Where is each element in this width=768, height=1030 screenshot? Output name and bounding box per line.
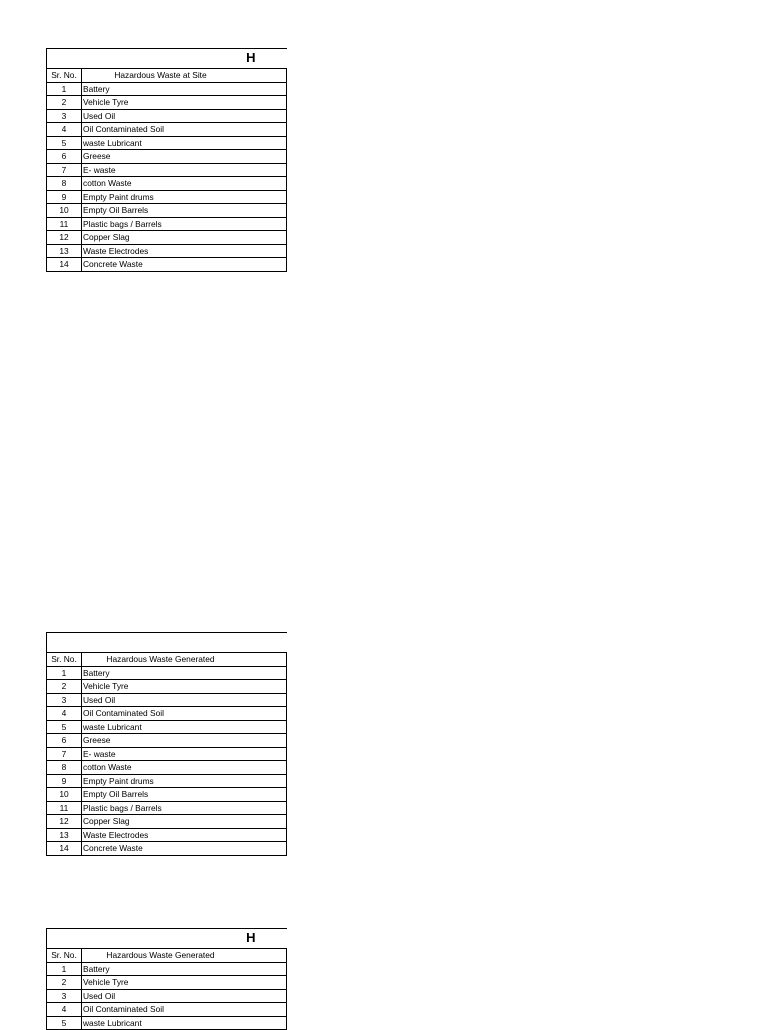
sr-no-cell: 6 <box>47 734 82 748</box>
waste-name-cell: Empty Oil Barrels <box>82 204 287 218</box>
table-row <box>47 163 287 177</box>
waste-name-cell: Waste Electrodes <box>82 244 287 258</box>
waste-name-cell: Oil Contaminated Soil <box>82 707 287 721</box>
waste-name-cell: Used Oil <box>82 693 287 707</box>
table-row <box>47 123 287 137</box>
waste-name-cell: Battery <box>82 82 287 96</box>
sr-no-cell: 3 <box>47 693 82 707</box>
table-body <box>47 929 287 1030</box>
table-title: H <box>246 930 256 946</box>
sr-no-cell: 13 <box>47 244 82 258</box>
table-row <box>47 204 287 218</box>
sr-no-cell: 4 <box>47 707 82 721</box>
table-row <box>47 815 287 829</box>
table-row <box>47 788 287 802</box>
table-row <box>47 842 287 856</box>
sr-no-cell: 10 <box>47 204 82 218</box>
waste-name-cell: Copper Slag <box>82 815 287 829</box>
header-row <box>47 653 287 667</box>
sr-no-cell: 11 <box>47 217 82 231</box>
table-row <box>47 761 287 775</box>
table-row <box>47 680 287 694</box>
header-sr-no: Sr. No. <box>47 949 82 963</box>
waste-name-cell: Concrete Waste <box>82 258 287 272</box>
waste-name-cell: Empty Oil Barrels <box>82 788 287 802</box>
sr-no-cell: 2 <box>47 976 82 990</box>
sr-no-cell: 12 <box>47 231 82 245</box>
sr-no-cell: 1 <box>47 82 82 96</box>
waste-name-cell: Waste Electrodes <box>82 828 287 842</box>
header-sr-no: Sr. No. <box>47 69 82 83</box>
waste-name-cell: Vehicle Tyre <box>82 680 287 694</box>
data-table <box>46 632 287 856</box>
table-row <box>47 1016 287 1030</box>
table-row <box>47 96 287 110</box>
data-table <box>46 48 287 272</box>
table-row <box>47 989 287 1003</box>
table-body <box>47 49 287 272</box>
table-row <box>47 828 287 842</box>
waste-name-cell: Greese <box>82 150 287 164</box>
table-row <box>47 217 287 231</box>
waste-name-cell: Copper Slag <box>82 231 287 245</box>
sr-no-cell: 5 <box>47 1016 82 1030</box>
table-row <box>47 177 287 191</box>
header-waste-name: Hazardous Waste Generated <box>82 653 287 667</box>
sr-no-cell: 8 <box>47 177 82 191</box>
waste-name-cell: Plastic bags / Barrels <box>82 801 287 815</box>
header-sr-no: Sr. No. <box>47 653 82 667</box>
sr-no-cell: 6 <box>47 150 82 164</box>
title-row <box>47 633 287 653</box>
table-row <box>47 707 287 721</box>
waste-name-cell: Battery <box>82 666 287 680</box>
table-title: H <box>246 50 256 66</box>
waste-table-generated <box>46 632 238 856</box>
table-row <box>47 244 287 258</box>
table-row <box>47 747 287 761</box>
sr-no-cell: 3 <box>47 989 82 1003</box>
waste-name-cell: waste Lubricant <box>82 136 287 150</box>
waste-name-cell: E- waste <box>82 163 287 177</box>
sr-no-cell: 9 <box>47 190 82 204</box>
sr-no-cell: 5 <box>47 136 82 150</box>
waste-table-site <box>46 48 256 272</box>
data-table <box>46 928 287 1030</box>
table-row <box>47 150 287 164</box>
sr-no-cell: 14 <box>47 842 82 856</box>
header-waste-name: Hazardous Waste at Site <box>82 69 287 83</box>
header-waste-name: Hazardous Waste Generated <box>82 949 287 963</box>
sr-no-cell: 2 <box>47 680 82 694</box>
table-body <box>47 633 287 856</box>
table-row <box>47 231 287 245</box>
sr-no-cell: 4 <box>47 123 82 137</box>
waste-name-cell: Empty Paint drums <box>82 190 287 204</box>
table-row <box>47 734 287 748</box>
table-row <box>47 774 287 788</box>
sr-no-cell: 2 <box>47 96 82 110</box>
title-row <box>47 929 287 949</box>
table-row <box>47 666 287 680</box>
waste-name-cell: Used Oil <box>82 109 287 123</box>
waste-name-cell: Oil Contaminated Soil <box>82 123 287 137</box>
waste-name-cell: waste Lubricant <box>82 1016 287 1030</box>
sr-no-cell: 5 <box>47 720 82 734</box>
sr-no-cell: 8 <box>47 761 82 775</box>
waste-name-cell: Vehicle Tyre <box>82 976 287 990</box>
waste-name-cell: cotton Waste <box>82 761 287 775</box>
table-row <box>47 190 287 204</box>
header-row <box>47 69 287 83</box>
waste-name-cell: waste Lubricant <box>82 720 287 734</box>
sr-no-cell: 7 <box>47 747 82 761</box>
sr-no-cell: 7 <box>47 163 82 177</box>
waste-name-cell: Plastic bags / Barrels <box>82 217 287 231</box>
waste-name-cell: Used Oil <box>82 989 287 1003</box>
sr-no-cell: 1 <box>47 962 82 976</box>
header-row <box>47 949 287 963</box>
table-row <box>47 962 287 976</box>
waste-table-generated-2 <box>46 928 256 1028</box>
sr-no-cell: 3 <box>47 109 82 123</box>
waste-name-cell: Concrete Waste <box>82 842 287 856</box>
sr-no-cell: 10 <box>47 788 82 802</box>
sr-no-cell: 12 <box>47 815 82 829</box>
table-row <box>47 1003 287 1017</box>
waste-name-cell: Empty Paint drums <box>82 774 287 788</box>
title-row <box>47 49 287 69</box>
table-row <box>47 82 287 96</box>
table-row <box>47 109 287 123</box>
waste-name-cell: Oil Contaminated Soil <box>82 1003 287 1017</box>
waste-name-cell: Greese <box>82 734 287 748</box>
table-row <box>47 720 287 734</box>
table-row <box>47 693 287 707</box>
sr-no-cell: 11 <box>47 801 82 815</box>
sr-no-cell: 9 <box>47 774 82 788</box>
sr-no-cell: 4 <box>47 1003 82 1017</box>
table-row <box>47 136 287 150</box>
table-row <box>47 801 287 815</box>
waste-name-cell: E- waste <box>82 747 287 761</box>
sr-no-cell: 1 <box>47 666 82 680</box>
waste-name-cell: Battery <box>82 962 287 976</box>
sr-no-cell: 14 <box>47 258 82 272</box>
sr-no-cell: 13 <box>47 828 82 842</box>
table-row <box>47 258 287 272</box>
waste-name-cell: cotton Waste <box>82 177 287 191</box>
waste-name-cell: Vehicle Tyre <box>82 96 287 110</box>
table-row <box>47 976 287 990</box>
